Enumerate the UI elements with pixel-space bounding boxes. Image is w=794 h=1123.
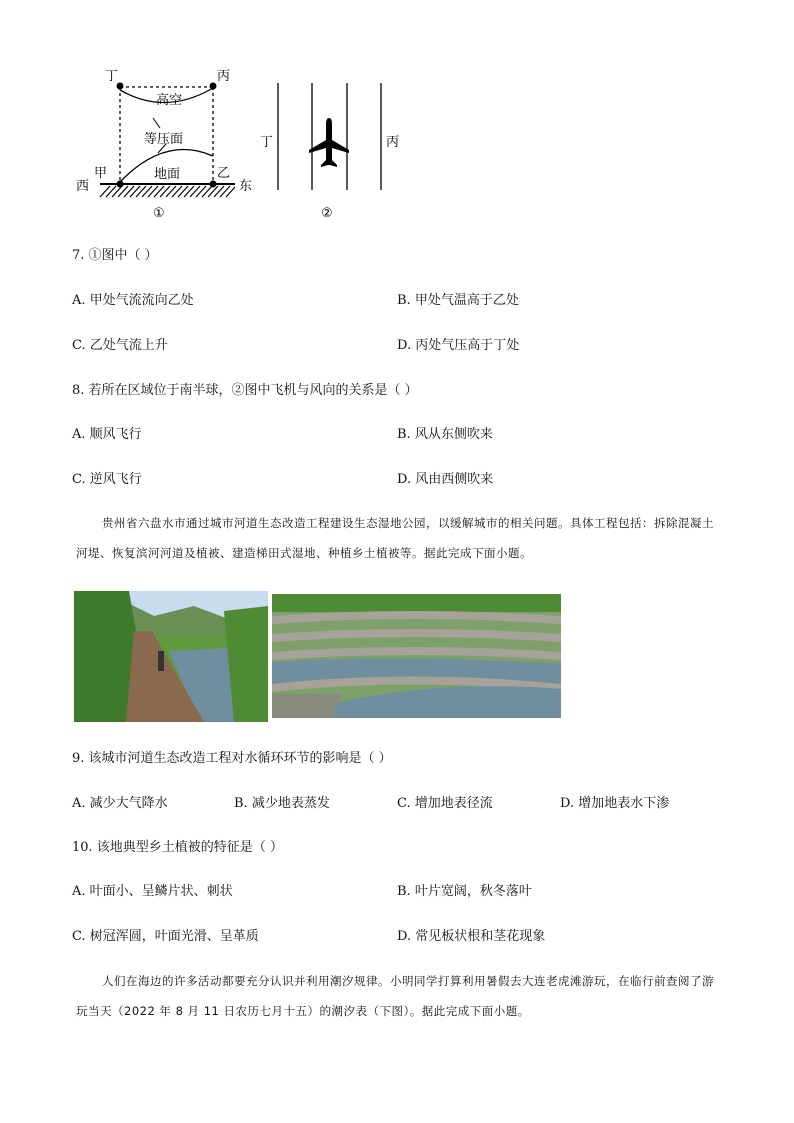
q7-stem: 7. ①图中（ ） (72, 248, 158, 263)
q10-option-c[interactable]: C. 树冠浑圆，叶面光滑、呈革质 (72, 929, 259, 944)
label-jia: 甲 (94, 166, 108, 181)
label-gaokong: 高空 (156, 93, 183, 108)
photo-boardwalk (74, 591, 268, 722)
label-yi: 乙 (217, 166, 231, 181)
label-bing: 丙 (217, 69, 231, 84)
label-xi: 西 (76, 179, 90, 194)
q9-option-d[interactable]: D. 增加地表水下渗 (560, 796, 670, 811)
q7-option-a[interactable]: A. 甲处气流流向乙处 (72, 293, 194, 308)
q10-option-d[interactable]: D. 常见板状根和茎花现象 (397, 929, 546, 944)
passage-wetland: 贵州省六盘水市通过城市河道生态改造工程建设生态湿地公园，以缓解城市的相关问题。具体工程包括：拆除混凝土河堤、恢复滨河河道及植被、建造梯田式湿地、种植乡土植被等。据此完成下面小题。 (76, 516, 714, 560)
label-ding: 丁 (105, 69, 119, 84)
q8-option-d[interactable]: D. 风由西侧吹来 (397, 472, 494, 487)
label-dong: 东 (239, 179, 253, 194)
ground-hatching (100, 186, 235, 197)
figure2-caption: ② (321, 206, 333, 221)
label-dimian: 地面 (154, 167, 181, 182)
airplane-icon (309, 118, 349, 167)
q8-option-c[interactable]: C. 逆风飞行 (72, 472, 142, 487)
q9-option-c[interactable]: C. 增加地表径流 (397, 796, 493, 811)
label-dengyamian: 等压面 (144, 132, 184, 147)
figure-pressure-diagram (70, 60, 270, 225)
figure-airplane-diagram (255, 80, 410, 225)
q10-option-b[interactable]: B. 叶片宽阔，秋冬落叶 (397, 884, 532, 899)
point-bing (210, 83, 217, 90)
q9-option-a[interactable]: A. 减少大气降水 (72, 796, 168, 811)
q8-stem: 8. 若所在区域位于南半球，②图中飞机与风向的关系是（ ） (72, 383, 418, 398)
label-ding-2: 丁 (260, 135, 274, 150)
q9-stem: 9. 该城市河道生态改造工程对水循环环节的影响是（ ） (72, 751, 392, 766)
figure1-caption: ① (153, 206, 165, 221)
q10-option-a[interactable]: A. 叶面小、呈鳞片状、刺状 (72, 884, 233, 899)
q10-stem: 10. 该地典型乡土植被的特征是（ ） (72, 840, 283, 855)
passage-tide: 人们在海边的许多活动都要充分认识并利用潮汐规律。小明同学打算利用暑假去大连老虎滩游玩，在临行前查阅了游玩当天（2022 年 8 月 11 日农历七月十五）的潮汐表（下图）。据此完成下面小题。 (76, 974, 714, 1018)
photo-terraced-wetland (272, 594, 561, 718)
label-bing-2: 丙 (386, 135, 400, 150)
q9-option-b[interactable]: B. 减少地表蒸发 (234, 796, 330, 811)
q7-option-d[interactable]: D. 丙处气压高于丁处 (397, 338, 520, 353)
q8-option-a[interactable]: A. 顺风飞行 (72, 427, 142, 442)
q8-option-b[interactable]: B. 风从东侧吹来 (397, 427, 493, 442)
q7-option-c[interactable]: C. 乙处气流上升 (72, 338, 168, 353)
q7-option-b[interactable]: B. 甲处气温高于乙处 (397, 293, 519, 308)
